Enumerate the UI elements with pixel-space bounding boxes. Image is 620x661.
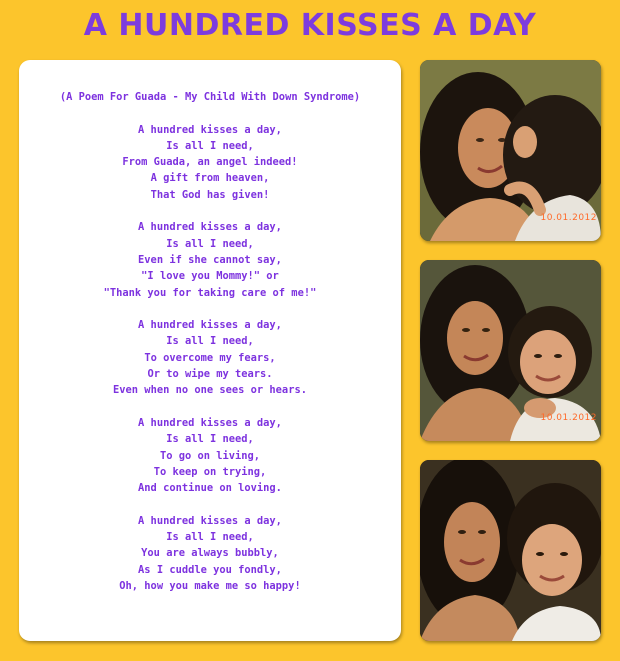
poem-line: Is all I need, [166, 531, 254, 544]
poem-line: Is all I need, [166, 433, 254, 446]
poem-line: Is all I need, [166, 237, 254, 250]
poem-line: Even when no one sees or hears. [113, 384, 307, 397]
poem-line: Is all I need, [166, 139, 254, 152]
poem-line: A hundred kisses a day, [138, 319, 282, 332]
poem-line: A hundred kisses a day, [138, 416, 282, 429]
poem-line: To keep on trying, [153, 465, 267, 478]
photo-mother-child-closeup [420, 460, 601, 641]
poem-card [19, 60, 401, 641]
poem-line: To overcome my fears, [144, 351, 276, 364]
poem-line: A hundred kisses a day, [138, 514, 282, 527]
poem-line: A hundred kisses a day, [138, 221, 282, 234]
poem-line: To go on living, [159, 449, 261, 462]
photo-mother-child-kiss [420, 60, 601, 241]
poem-line: You are always bubbly, [141, 547, 279, 560]
poem-line: As I cuddle you fondly, [138, 563, 282, 576]
poem-stanza [19, 317, 401, 398]
page-title: A HUNDRED KISSES A DAY [83, 8, 537, 43]
poem-line: Or to wipe my tears. [147, 368, 273, 381]
photo-image [420, 460, 601, 641]
poem-line: A hundred kisses a day, [138, 123, 282, 136]
poem-line: From Guada, an angel indeed! [122, 156, 298, 169]
poem [19, 89, 401, 594]
photo-mother-child-smile [420, 260, 601, 441]
poem-line: Oh, how you make me so happy! [119, 579, 301, 592]
poem-line: A gift from heaven, [150, 172, 270, 185]
photo-date-stamp: 10.01.2012 [540, 413, 597, 423]
poem-line: Even if she cannot say, [138, 253, 282, 266]
poem-line: Is all I need, [166, 335, 254, 348]
poem-stanza [19, 219, 401, 300]
photo-date-stamp: 10.01.2012 [540, 213, 597, 223]
poem-stanza [19, 415, 401, 496]
poem-subtitle: (A Poem For Guada - My Child With Down Syndrome) [59, 91, 361, 103]
poem-stanza [19, 513, 401, 594]
poem-line: And continue on loving. [138, 482, 282, 495]
poem-line: "Thank you for taking care of me!" [103, 286, 317, 299]
poem-line: "I love you Mommy!" or [141, 270, 279, 283]
poem-line: That God has given! [150, 188, 270, 201]
poem-stanza [19, 122, 401, 203]
